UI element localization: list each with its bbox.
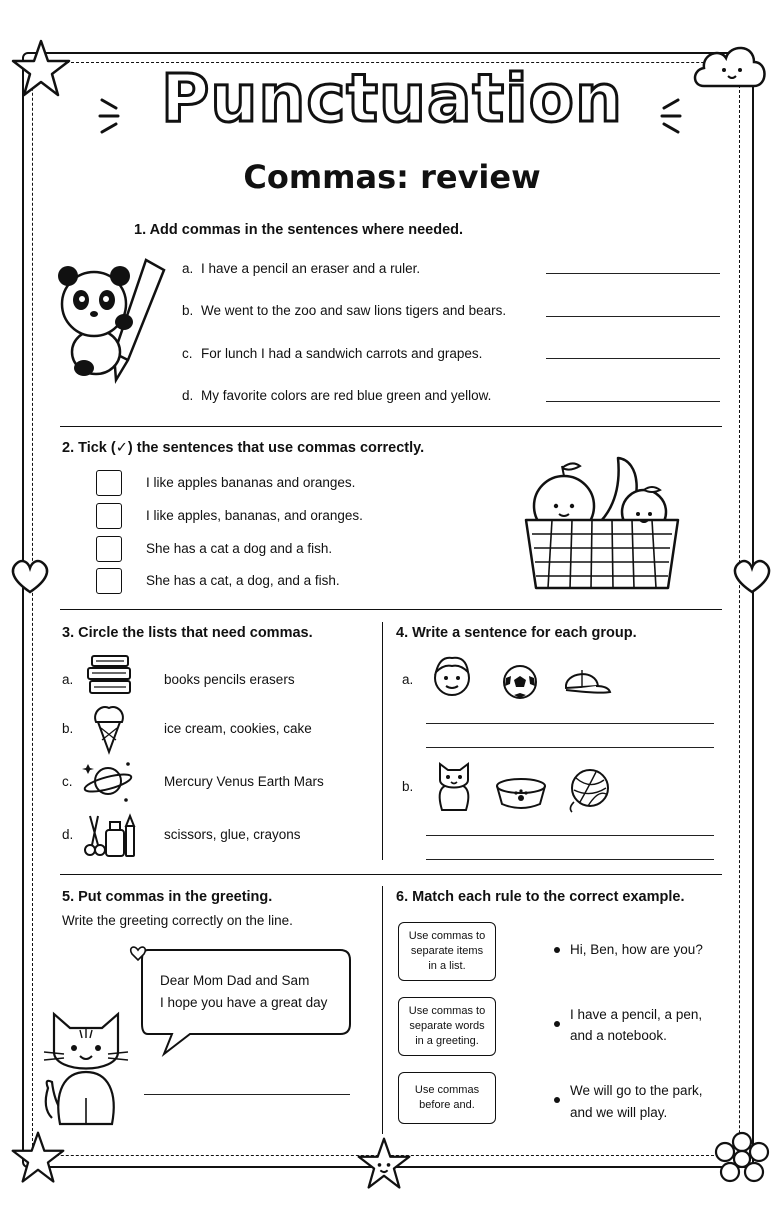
greeting-line-2: I hope you have a great day <box>160 995 328 1010</box>
section-4-heading: 4. Write a sentence for each group. <box>396 625 637 641</box>
sentence-text: She has a cat a dog and a fish. <box>146 541 333 556</box>
greeting-line-1: Dear Mom Dad and Sam <box>160 973 310 988</box>
sentence-text: She has a cat, a dog, and a fish. <box>146 573 340 588</box>
rule-text: in a greeting. <box>415 1035 479 1047</box>
section-2-heading: 2. Tick (✓) the sentences that use commas correctly. <box>62 440 425 456</box>
sentence-text: I have a pencil an eraser and a ruler. <box>201 261 421 276</box>
cat-icon <box>40 1008 130 1130</box>
match-dot[interactable] <box>554 1097 560 1103</box>
sentence-text: For lunch I had a sandwich carrots and grapes. <box>201 346 483 361</box>
rule-text: Use commas <box>414 1084 480 1096</box>
group-letter: b. <box>402 779 414 794</box>
star-icon <box>10 1130 66 1186</box>
heart-icon <box>730 556 774 596</box>
list-item-letter: c. <box>182 346 193 361</box>
scissors-glue-icon <box>82 812 138 860</box>
column-divider <box>382 886 383 1134</box>
tick-checkbox[interactable] <box>96 568 122 594</box>
rule-card[interactable] <box>398 1072 496 1124</box>
section-divider <box>60 874 722 875</box>
sentence-text: We went to the zoo and saw lions tigers and bears. <box>201 303 507 318</box>
rule-text: Use commas to <box>408 930 486 942</box>
match-dot[interactable] <box>554 1021 560 1027</box>
pet-bowl-icon <box>494 776 548 810</box>
rule-text: separate items <box>410 945 484 957</box>
cat-icon <box>432 760 476 814</box>
rule-text: before and. <box>419 1099 475 1111</box>
section-3-heading: 3. Circle the lists that need commas. <box>62 625 313 641</box>
planet-icon <box>82 758 134 804</box>
flower-icon <box>712 1130 772 1190</box>
answer-line[interactable] <box>426 859 714 860</box>
answer-line[interactable] <box>546 358 720 359</box>
tick-checkbox[interactable] <box>96 470 122 496</box>
rule-text: Use commas to <box>408 1005 486 1017</box>
answer-line[interactable] <box>546 273 720 274</box>
soccer-ball-icon <box>502 664 538 700</box>
list-text: scissors, glue, crayons <box>164 827 301 842</box>
match-dot[interactable] <box>554 947 560 953</box>
heart-icon <box>8 556 52 596</box>
list-item-letter: a. <box>62 672 74 687</box>
page-title: Punctuation <box>160 60 624 137</box>
answer-line[interactable] <box>426 835 714 836</box>
cap-icon <box>560 664 612 698</box>
example-text: Hi, Ben, how are you? <box>570 942 703 957</box>
section-divider <box>60 426 722 427</box>
instruction-text: Write the greeting correctly on the line. <box>62 913 293 928</box>
list-text: Mercury Venus Earth Mars <box>164 774 324 789</box>
example-text: We will go to the park, <box>570 1083 703 1098</box>
section-6-heading: 6. Match each rule to the correct example. <box>396 889 685 905</box>
tick-checkbox[interactable] <box>96 503 122 529</box>
list-item-letter: d. <box>182 388 194 403</box>
section-divider <box>60 609 722 610</box>
list-text: books pencils erasers <box>164 672 295 687</box>
list-item-letter: a. <box>182 261 194 276</box>
section-1-heading: 1. Add commas in the sentences where needed. <box>134 222 464 238</box>
smiling-star-icon <box>356 1136 412 1192</box>
books-icon <box>86 652 134 696</box>
answer-line[interactable] <box>144 1094 350 1095</box>
yarn-ball-icon <box>566 768 612 812</box>
example-text: I have a pencil, a pen, <box>570 1007 703 1022</box>
rule-card[interactable] <box>398 997 496 1056</box>
sentence-text: I like apples bananas and oranges. <box>146 475 356 490</box>
rule-text: in a list. <box>428 960 466 972</box>
column-divider <box>382 622 383 860</box>
list-item-letter: c. <box>62 774 73 789</box>
group-letter: a. <box>402 672 414 687</box>
panda-pencil-icon <box>54 248 172 388</box>
example-text: and a notebook. <box>570 1028 667 1043</box>
tick-checkbox[interactable] <box>96 536 122 562</box>
answer-line[interactable] <box>546 401 720 402</box>
fruit-basket-icon <box>522 450 682 592</box>
list-item-letter: b. <box>182 303 194 318</box>
sentence-text: My favorite colors are red blue green and yellow. <box>201 388 492 403</box>
boy-icon <box>430 652 474 700</box>
section-5-heading: 5. Put commas in the greeting. <box>62 889 273 905</box>
rule-text: separate words <box>409 1020 485 1032</box>
list-item-letter: b. <box>62 721 74 736</box>
page-subtitle: Commas: review <box>243 158 541 196</box>
rule-card[interactable] <box>398 922 496 981</box>
example-text: and we will play. <box>570 1105 668 1120</box>
answer-line[interactable] <box>426 723 714 724</box>
sentence-text: I like apples, bananas, and oranges. <box>146 508 363 523</box>
ice-cream-icon <box>92 702 126 754</box>
list-item-letter: d. <box>62 827 74 842</box>
answer-line[interactable] <box>546 316 720 317</box>
answer-line[interactable] <box>426 747 714 748</box>
list-text: ice cream, cookies, cake <box>164 721 312 736</box>
